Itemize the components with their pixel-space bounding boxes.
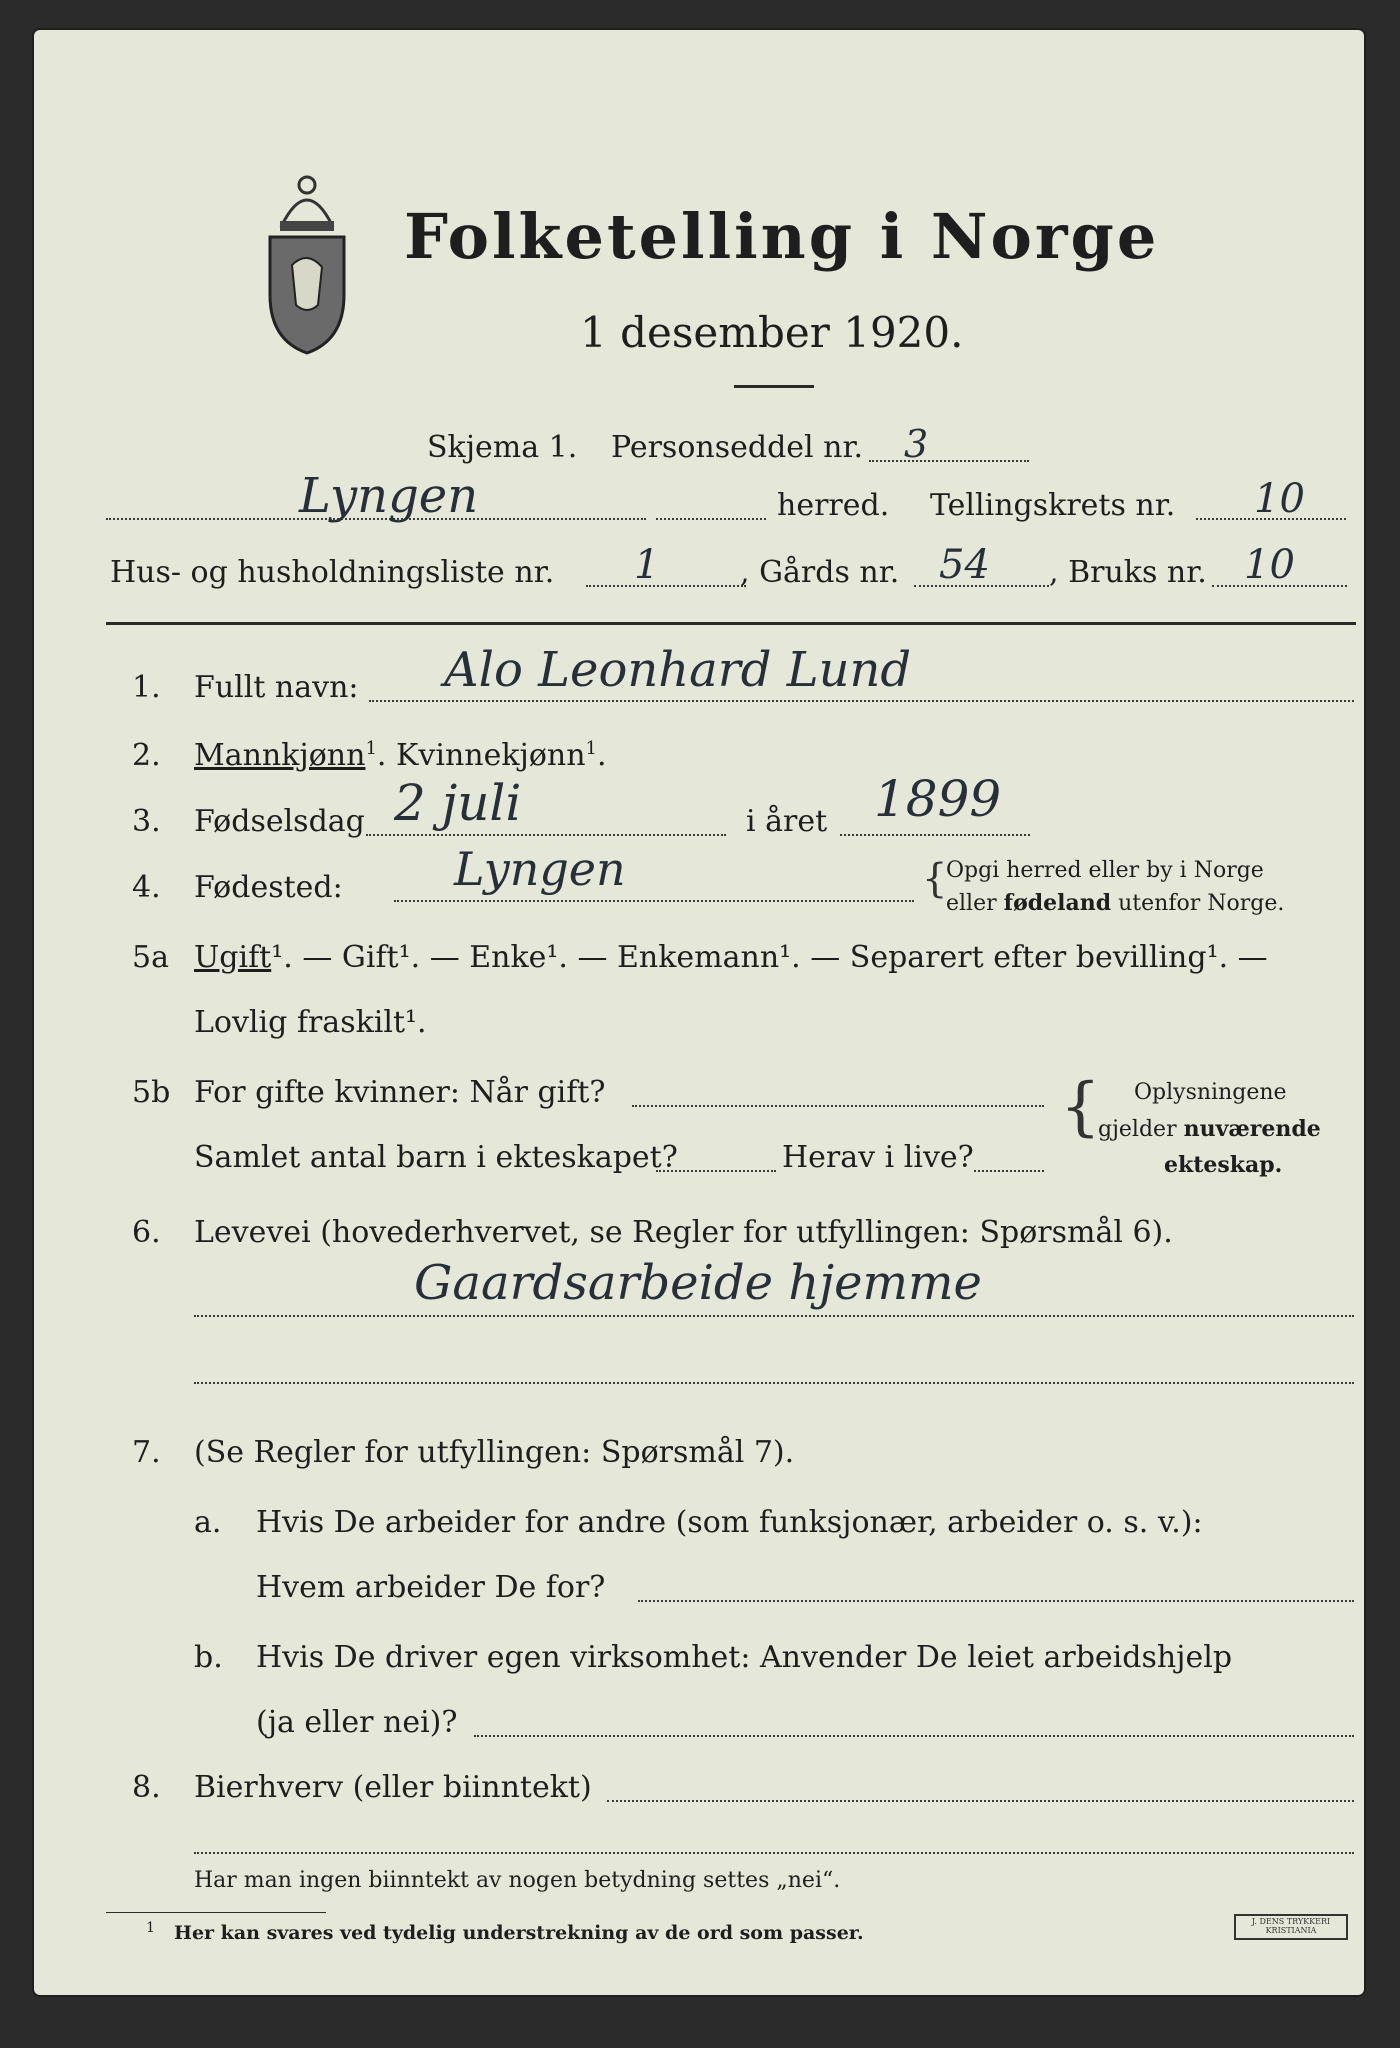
q4-brace: { (922, 856, 948, 902)
personseddel-line (869, 460, 1029, 462)
q2-end: . (596, 738, 607, 773)
q7b-line1: Hvis De driver egen virksomhet: Anvender De leiet arbeidshjelp (256, 1640, 1233, 1675)
q8-line1 (607, 1800, 1354, 1802)
coat-of-arms-icon (252, 155, 362, 355)
q2-female-footnote: 1 (585, 738, 597, 759)
q3-value: 2 juli (394, 774, 522, 832)
q2-male-option: Mannkjønn (194, 738, 366, 773)
q2-number: 2. (132, 738, 161, 773)
q5b-note3: ekteskap. (1164, 1152, 1283, 1178)
q6-line1 (194, 1315, 1354, 1317)
q2-female-option: Kvinnekjønn (395, 738, 586, 773)
q7a-line2: Hvem arbeider De for? (256, 1570, 606, 1605)
q5b-line2b-dots (974, 1170, 1044, 1172)
herred-value: Lyngen (299, 468, 479, 524)
tellingskrets-label: Tellingskrets nr. (930, 488, 1176, 523)
q6-value: Gaardsarbeide hjemme (414, 1255, 982, 1311)
q7-number: 7. (132, 1435, 161, 1470)
q1-value: Alo Leonhard Lund (444, 642, 912, 698)
q4-label: Fødested: (194, 870, 343, 905)
q5b-line1: For gifte kvinner: Når gift? (194, 1075, 606, 1110)
hus-label: Hus- og husholdningsliste nr. (110, 555, 555, 590)
hus-line (586, 585, 746, 587)
q7a-line (638, 1600, 1354, 1602)
q6-line2 (194, 1382, 1354, 1384)
q8-line2 (194, 1852, 1354, 1854)
header-divider (106, 622, 1356, 625)
q2-male-footnote: 1 (365, 738, 377, 759)
gards-label: , Gårds nr. (740, 555, 900, 590)
q5b-note1: Oplysningene (1134, 1080, 1287, 1105)
q5a-number: 5a (132, 940, 169, 975)
q8-label: Bierhverv (eller biinntekt) (194, 1770, 592, 1805)
q1-label: Fullt navn: (194, 670, 359, 705)
q4-note-bold: fødeland (1003, 890, 1112, 916)
footnote-divider (106, 1912, 326, 1913)
q1-line (369, 700, 1354, 702)
printer-stamp: J. DENS TRYKKERI KRISTIANIA (1234, 1914, 1348, 1940)
q4-line (394, 900, 914, 902)
q2-options (194, 738, 607, 773)
q5b-number: 5b (132, 1075, 171, 1110)
herred-line-2 (656, 518, 766, 520)
q6-label: Levevei (hovederhvervet, se Regler for utfyllingen: Spørsmål 6). (194, 1215, 1173, 1250)
q5b-line1-dots (632, 1105, 1044, 1107)
q3-label: Fødselsdag (194, 804, 365, 839)
q7a-line1: Hvis De arbeider for andre (som funksjonær, arbeider o. s. v.): (256, 1505, 1203, 1540)
q4-note-pre: eller (946, 891, 1004, 916)
q4-number: 4. (132, 870, 161, 905)
q1-number: 1. (132, 670, 161, 705)
q7a-letter: a. (194, 1505, 222, 1540)
footnote-number: 1 (146, 1920, 155, 1936)
q5b-line2b: Herav i live? (782, 1140, 974, 1175)
q5b-note2-pre: gjelder (1098, 1117, 1184, 1142)
q4-note-post: utenfor Norge. (1111, 891, 1285, 916)
q5a-line2: Lovlig fraskilt¹. (194, 1005, 427, 1040)
q6-number: 6. (132, 1215, 161, 1250)
title-divider (734, 385, 814, 388)
q7b-line2: (ja eller nei)? (256, 1705, 458, 1740)
footer-note: Har man ingen biinntekt av nogen betydning settes „nei“. (194, 1868, 841, 1893)
q5a-line1 (194, 940, 1268, 975)
q3-year-label: i året (746, 804, 828, 839)
q3-year-value: 1899 (874, 770, 1002, 828)
census-form (34, 30, 1364, 1995)
q5b-line2a: Samlet antal barn i ekteskapet? (194, 1140, 678, 1175)
schema-label: Skjema 1. (427, 430, 578, 465)
herred-label: herred. (777, 488, 890, 523)
q3-number: 3. (132, 804, 161, 839)
footnote-text: Her kan svares ved tydelig understrekning av de ord som passer. (174, 1922, 864, 1944)
q4-note-line2 (946, 890, 1284, 916)
q3-line (366, 834, 726, 836)
q4-note-line1: Opgi herred eller by i Norge (946, 858, 1264, 883)
q5b-note2-bold: nuværende (1183, 1116, 1321, 1142)
q2-separator: . (376, 738, 387, 773)
q7-label: (Se Regler for utfyllingen: Spørsmål 7). (194, 1435, 795, 1470)
q7b-line (474, 1735, 1354, 1737)
q5a-other-options: ¹. — Gift¹. — Enke¹. — Enkemann¹. — Separert efter bevilling¹. — (271, 940, 1268, 975)
bruks-label: , Bruks nr. (1049, 555, 1207, 590)
gards-value: 54 (939, 542, 990, 588)
q4-value: Lyngen (454, 842, 626, 896)
personseddel-label: Personseddel nr. (611, 430, 864, 465)
form-date: 1 desember 1920. (580, 308, 964, 357)
hus-value: 1 (634, 542, 660, 588)
q5b-line2a-dots (656, 1170, 776, 1172)
q3-year-line (840, 834, 1030, 836)
bruks-value: 10 (1244, 542, 1295, 588)
personseddel-value: 3 (904, 422, 929, 466)
q5b-brace: { (1060, 1070, 1101, 1144)
q7b-letter: b. (194, 1640, 223, 1675)
q5b-note2 (1098, 1116, 1321, 1142)
tellingskrets-value: 10 (1254, 476, 1305, 522)
q5a-ugift-option: Ugift (194, 940, 272, 975)
form-title: Folketelling i Norge (404, 200, 1160, 273)
q8-number: 8. (132, 1770, 161, 1805)
